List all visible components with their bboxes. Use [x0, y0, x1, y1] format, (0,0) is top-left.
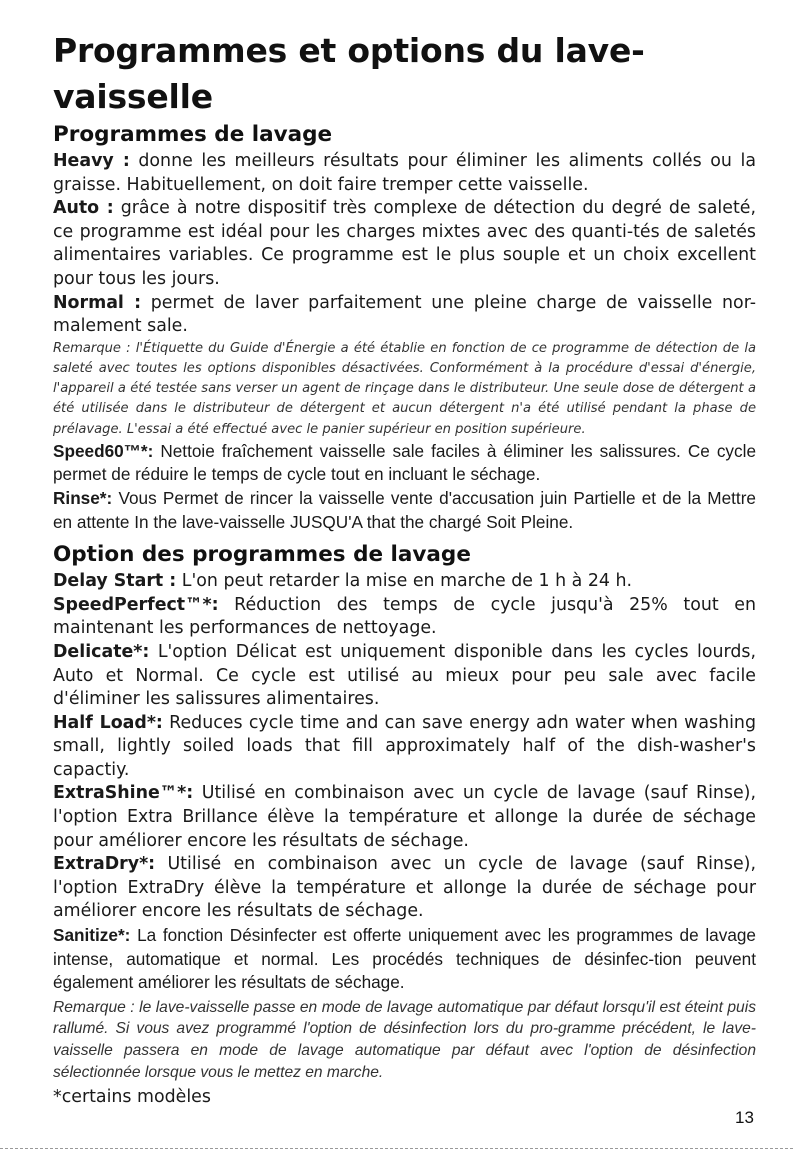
program-heavy: [53, 150, 756, 197]
option-term: SpeedPerfect™*:: [53, 594, 219, 615]
option-delay-start: [53, 570, 756, 594]
option-description: Utilisé en combinaison avec un cycle de lavage (sauf Rinse), l'option Extra Brillance élève la température et allonge la durée de séchage pour améliorer encore les résultats de séchage.: [53, 783, 756, 851]
option-speedperfect: [53, 594, 756, 641]
program-normal: [53, 292, 756, 339]
program-term: Rinse*:: [53, 487, 113, 508]
section-heading-options: Option des programmes de lavage: [53, 542, 471, 568]
program-term: Heavy :: [53, 151, 130, 171]
sanitize-note: Remarque : le lave-vaisselle passe en mode de lavage automatique par défaut lorsqu'il est éteint puis rallumé. Si vous avez programmé l'option de désinfection lors du pro-gramme précédent, le lave-vaisselle passera en mode de lavage automatique par défaut avec l'option de désinfection sélectionnée lorsque vous le mettez en marche.: [53, 998, 756, 1081]
program-term: Auto :: [53, 198, 114, 219]
manual-page: [53, 28, 756, 1109]
option-description: L'option Délicat est uniquement disponible dans les cycles lourds, Auto et Normal. Ce cycle est utilisé au mieux pour peu sale avec facile d'éliminer les salissures alimentaires.: [53, 641, 756, 710]
program-description: Nettoie fraîchement vaisselle sale faciles à éliminer les salissures. Ce cycle permet de réduire le temps de cycle tout en incluant le séchage.: [53, 440, 756, 485]
program-auto: [53, 197, 756, 291]
page-title: Programmes et options du lave-vaisselle: [53, 31, 645, 116]
option-term: ExtraShine™*:: [53, 783, 194, 804]
energy-guide-note: Remarque : l'Étiquette du Guide d'Énergie a été établie en fonction de ce programme de détection de la saleté avec toutes les options disponibles désactivées. Conformément à la procédure d'essai d'énergie, l'appareil a été testée sans verser un agent de rinçage dans le distributeur. Une seule dose de détergent a été utilisée dans le distributeur de détergent et aucun détergent n'a été utilisé pendant la phase de prélavage. L'essai a été effectué avec le panier supérieur en position supérieure.: [53, 340, 756, 437]
program-term: Normal :: [53, 292, 142, 313]
program-term: Speed60™*:: [53, 440, 154, 461]
page-number: 13: [735, 1108, 754, 1127]
program-description: donne les meilleurs résultats pour éliminer les aliments collés ou la graisse. Habituellement, on doit faire tremper cette vaisselle.: [53, 151, 756, 195]
option-description: Réduction des temps de cycle jusqu'à 25% tout en maintenant les performances de nettoyage.: [53, 594, 756, 639]
option-term: Delicate*:: [53, 641, 150, 662]
program-rinse: [53, 487, 756, 534]
page-bottom-rule: [0, 1148, 793, 1149]
section-heading-wash-programs: Programmes de lavage: [53, 122, 333, 147]
option-description: Utilisé en combinaison avec un cycle de lavage (sauf Rinse), l'option ExtraDry élève la température et allonge la durée de séchage pour améliorer encore les résultats de séchage.: [53, 854, 756, 922]
option-half-load: [53, 712, 756, 783]
option-term: Sanitize*:: [53, 925, 131, 946]
option-term: Delay Start :: [53, 571, 177, 592]
option-sanitize: [53, 924, 756, 995]
program-description: grâce à notre dispositif très complexe de détection du degré de saleté, ce programme est idéal pour les charges mixtes avec des quanti-tés de saletés alimentaires variables. Ce programme est le plus souple et un choix excellent pour tous les jours.: [53, 198, 756, 289]
option-description: La fonction Désinfecter est offerte uniquement avec les programmes de lavage intense, automatique et normal. Les procédés techniques de désinfec-tion peuvent également améliorer les résultats de séchage.: [53, 925, 756, 993]
option-delicate: [53, 641, 756, 712]
option-description: Reduces cycle time and can save energy adn water when washing small, lightly soiled loads that fill approximately half of the dish-washer's capactiy.: [53, 712, 756, 780]
footnote: *certains modèles: [53, 1087, 211, 1108]
option-term: ExtraDry*:: [53, 854, 156, 875]
program-speed60: [53, 440, 756, 487]
option-description: L'on peut retarder la mise en marche de 1 h à 24 h.: [176, 571, 633, 592]
program-description: Vous Permet de rincer la vaisselle vente d'accusation juin Partielle et de la Mettre en attente In the lave-vaisselle JUSQU'A that the chargé Soit Pleine.: [53, 487, 756, 532]
option-term: Half Load*:: [53, 712, 163, 733]
program-description: permet de laver parfaitement une pleine charge de vaisselle nor-malement sale.: [53, 292, 757, 337]
option-extradry: [53, 853, 756, 924]
option-extrashine: [53, 782, 756, 853]
